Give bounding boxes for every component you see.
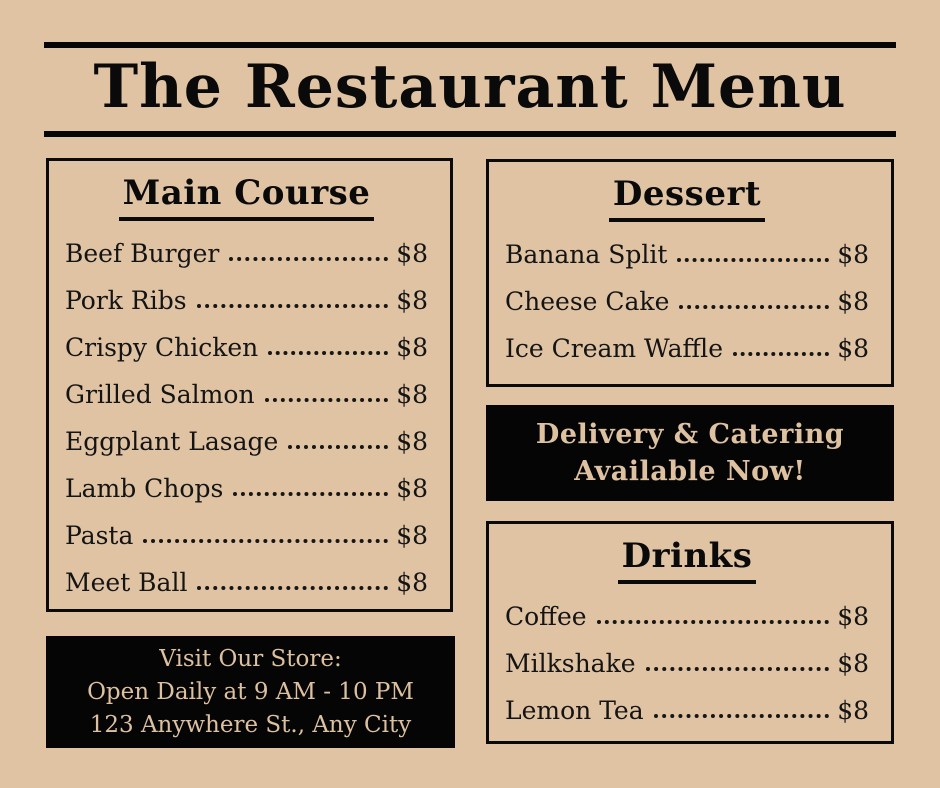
menu-item-name: Meet Ball <box>65 568 188 597</box>
menu-item-name: Beef Burger <box>65 239 220 268</box>
menu-item-price: $8 <box>396 427 428 456</box>
menu-item-name: Banana Split <box>505 240 668 269</box>
dotted-leader <box>733 352 829 356</box>
menu-item-price: $8 <box>837 649 869 678</box>
menu-item-price: $8 <box>396 568 428 597</box>
drinks-heading: Drinks <box>618 536 757 584</box>
dotted-leader <box>143 539 388 543</box>
menu-item-price: $8 <box>837 696 869 725</box>
menu-item-price: $8 <box>396 521 428 550</box>
menu-item-row <box>65 522 428 549</box>
promo-line-2: Available Now! <box>574 456 806 487</box>
menu-item-row <box>505 603 869 630</box>
dotted-leader <box>233 492 388 496</box>
menu-item-price: $8 <box>396 474 428 503</box>
drinks-panel <box>486 521 894 744</box>
menu-item-name: Grilled Salmon <box>65 380 255 409</box>
menu-item-price: $8 <box>837 602 869 631</box>
menu-item-row <box>65 287 428 314</box>
menu-item-price: $8 <box>396 286 428 315</box>
dotted-leader <box>268 351 388 355</box>
menu-item-price: $8 <box>396 239 428 268</box>
menu-item-name: Cheese Cake <box>505 287 670 316</box>
dotted-leader <box>646 667 830 671</box>
main-course-items <box>65 240 428 596</box>
dotted-leader <box>654 714 830 718</box>
menu-item-row <box>505 335 869 362</box>
dotted-leader <box>288 445 388 449</box>
dessert-panel <box>486 159 894 387</box>
dotted-leader <box>197 304 389 308</box>
menu-item-price: $8 <box>837 334 869 363</box>
menu-item-price: $8 <box>396 380 428 409</box>
menu-item-row <box>65 569 428 596</box>
dessert-heading: Dessert <box>609 174 765 222</box>
menu-item-row <box>65 428 428 455</box>
menu-item-price: $8 <box>837 240 869 269</box>
menu-item-row <box>65 240 428 267</box>
menu-item-name: Crispy Chicken <box>65 333 259 362</box>
menu-item-row <box>65 475 428 502</box>
menu-item-name: Eggplant Lasage <box>65 427 279 456</box>
menu-item-row <box>505 697 869 724</box>
menu-item-name: Milkshake <box>505 649 636 678</box>
drinks-items <box>505 603 869 724</box>
menu-item-price: $8 <box>396 333 428 362</box>
dessert-items <box>505 241 869 362</box>
store-info-banner <box>46 636 455 748</box>
menu-item-price: $8 <box>837 287 869 316</box>
menu-item-row <box>65 334 428 361</box>
main-course-heading: Main Course <box>119 173 375 221</box>
page-title: The Restaurant Menu <box>93 52 847 122</box>
dotted-leader <box>679 305 829 309</box>
dotted-leader <box>197 586 388 590</box>
promo-line-1: Delivery & Catering <box>535 419 845 450</box>
title-rule-bottom <box>44 131 896 137</box>
store-info-line-3: 123 Anywhere St., Any City <box>89 711 412 738</box>
menu-item-row <box>505 650 869 677</box>
dotted-leader <box>265 398 389 402</box>
menu-item-name: Pork Ribs <box>65 286 187 315</box>
dotted-leader <box>677 258 829 262</box>
menu-item-row <box>65 381 428 408</box>
title-rule-top <box>44 42 896 48</box>
menu-item-name: Pasta <box>65 521 134 550</box>
promo-banner <box>486 405 894 501</box>
store-info-line-2: Open Daily at 9 AM - 10 PM <box>87 678 414 705</box>
menu-item-name: Lamb Chops <box>65 474 224 503</box>
dotted-leader <box>229 257 388 261</box>
menu-item-row <box>505 288 869 315</box>
dotted-leader <box>597 620 830 624</box>
menu-item-row <box>505 241 869 268</box>
store-info-line-1: Visit Our Store: <box>159 645 342 672</box>
menu-item-name: Lemon Tea <box>505 696 644 725</box>
main-course-panel <box>46 158 453 612</box>
menu-item-name: Coffee <box>505 602 587 631</box>
menu-item-name: Ice Cream Waffle <box>505 334 724 363</box>
